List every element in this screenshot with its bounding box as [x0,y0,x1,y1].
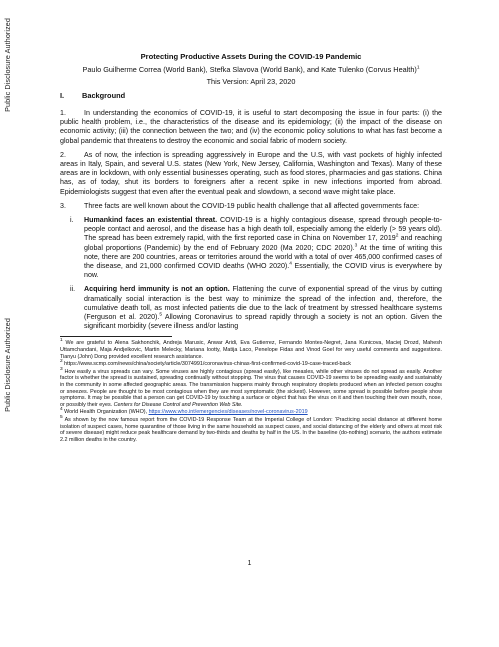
list-item-text [84,285,442,331]
list-text-part: and reaching global proportions (Pandemic) by the end of February 2020 (Ma 2020; CDC 2020). [84,234,442,252]
list-text-part: COVID-19 is a highly contagious disease, spread through people-to-people contact and aerosol, and the disease has a high death toll, especially among the elderly (> 59 years old). The spread has been extremely rapid, with the first reported case in China on November 17, 2019 [84,216,442,243]
document-page [60,52,442,444]
footnotes [60,340,442,443]
version-line: This Version: April 23, 2020 [206,77,296,86]
footnote-text: https://www.scmp.com/news/china/society/article/3074991/coronavirus-chinas-first-confirmed-covid-19-case-traced-back [62,361,351,368]
paragraph-2 [60,151,442,197]
list-item-lead: Acquiring herd immunity is not an option. [84,285,230,294]
disclosure-label-top: Public Disclosure Authorized [3,18,12,112]
footnote-1 [60,340,442,360]
footnote-text: As shown by the now famous report from the COVID-19 Response Team at the Imperial College of London: ‘Practicing social distance at different home isolation of suspect cases, home quarantine of those living in the same household as suspect cases, and social distancing of the elderly and others at most risk of severe disease) might reduce peak healthcare demand by two-thirds and deaths by half in the US. In the baseline (do-nothing) scenario, the authors estimate 2.2 million deaths in the country. [60,417,442,443]
paper-title: Protecting Productive Assets During the COVID-19 Pandemic [140,52,362,61]
list-item-lead: Humankind faces an existential threat. [84,216,218,225]
section-number: I. [60,91,65,100]
section-heading [60,91,442,100]
author-line [60,65,442,74]
footnote-source: Centers for Disease Control and Prevention Web Site. [113,401,243,408]
footnote-5 [60,417,442,443]
paragraph-text: As of now, the infection is spreading aggressively in Europe and the U.S, with vast pockets of highly infected areas in Italy, Spain, and several U.S. states (New York, New Jersey, California, Washington and Texas). Many of these areas are in lockdown, with only essential businesses operating, such as food stores, pharmacies and gas stations. China has, as of today, shut its borders to foreigners after a recent spike in new infections imported from abroad. Epidemiologists suggest that even after the eventual peak and slowdown, a second wave might take place. [60,150,442,196]
footnote-text: How easily a virus spreads can vary. Some viruses are highly contagious (spread easily), like measles, while other viruses do not spread as easily. Another factor is whether the spread is sustained, spreading continually without stopping. The virus that causes COVID-19 seems to be spreading easily and sustainably in the community in some affected geographic areas. The transmission happens mainly through respiratory droplets produced when an infected person coughs or sneezes. People are thought to be most contagious when they are most symptomatic (the sickest). However, some spread is possible before people show symptoms. It may be possible that a person can get COVID-19 by touching a surface or object that has the virus on it and then touching their own mouth, nose, or possibly their eyes. [60,368,442,408]
paragraph-3 [60,202,442,211]
list-text-part: Allowing Coronavirus to spread rapidly through a society is not an option. Given the significant morbidity (severe illness and/or lasting [84,313,443,331]
paragraph-number: 2. [60,150,66,159]
footnote-text: World Health Organization (WHO), [62,409,149,416]
footnote-number: 2 [60,359,63,365]
paragraph-number: 1. [60,109,66,117]
footnote-3 [60,369,442,409]
fact-list [60,216,442,331]
paragraph-number: 3. [60,201,66,210]
paragraph-text: In understanding the economics of COVID-19, it is useful to start decomposing the issue in four parts: (i) the public health problem, i.e., the characteristics of the disease and its epidemiology; (ii) the impact of the disease on economic activity; (iii) the connection between the two; and (iv) the economic policy solutions to what has fast become a global pandemic that threatens to destroy the economic and social fabric of modern society. [60,109,442,145]
list-item [60,216,442,280]
who-link[interactable]: https://www.who.int/emergencies/diseases/novel-coronavirus-2019 [148,409,308,416]
footnote-ref[interactable]: 4 [289,261,292,267]
footnote-4 [60,409,442,416]
footnote-ref[interactable]: 5 [159,312,163,318]
footnote-ref[interactable]: 2 [395,234,399,240]
footnote-number: 5 [60,415,63,421]
footnote-number: 3 [60,367,63,373]
footnote-number: 4 [60,407,63,413]
list-marker: i. [70,216,74,225]
authors-footnote-ref[interactable]: 1 [416,65,420,71]
footnote-ref[interactable]: 3 [354,243,358,249]
list-text-part: At the time of writing this note, there are 200 countries, areas or territories around the world with a total of over 465,000 confirmed cases of the disease, and 21,000 confirmed COVID deaths (WHO 2020). [84,243,442,271]
disclosure-label-bottom: Public Disclosure Authorized [3,318,12,412]
page-number: 1 [247,560,252,567]
section-title: Background [82,91,126,100]
list-marker: ii. [70,285,76,294]
footnote-text: We are grateful to Alena Sakhonchik, Andreja Marusic, Anwar Aridi, Eva Gutierrez, Fernando Montes-Negret, Jana Kunicova, Maciej Drozd, Mahesh Uttamchandani, Maja Andjelkovic, Martin Melecky, Mariana Iootty, Matija Laco, Penelope Fidas and Vinod Goel for very useful comments and suggestions. Tianyu (John) Dong provided excellent research assistance. [60,340,442,360]
list-item-text [84,216,442,280]
list-item [60,285,442,331]
list-text-part: Essentially, the COVID virus is everywhere by now. [84,262,443,280]
footnote-2 [60,361,442,368]
list-text-part: Flattening the curve of exponential spread of the virus by cutting dramatically social interaction is the best way to minimize the spread of the infection and, therefore, the cumulative death toll, as most infected patients die due to the lack of treatment by stressed healthcare systems (Ferguson et al. 2020). [84,285,442,322]
footnote-divider [60,336,172,337]
paragraph-text: Three facts are well known about the COVID-19 public health challenge that all affected governments face: [84,201,420,210]
paragraph-1 [60,109,442,146]
authors-text: Paulo Guilherme Correa (World Bank), Stefka Slavova (World Bank), and Kate Tulenko (Corvus Health) [82,65,417,74]
footnote-number: 1 [60,338,63,344]
